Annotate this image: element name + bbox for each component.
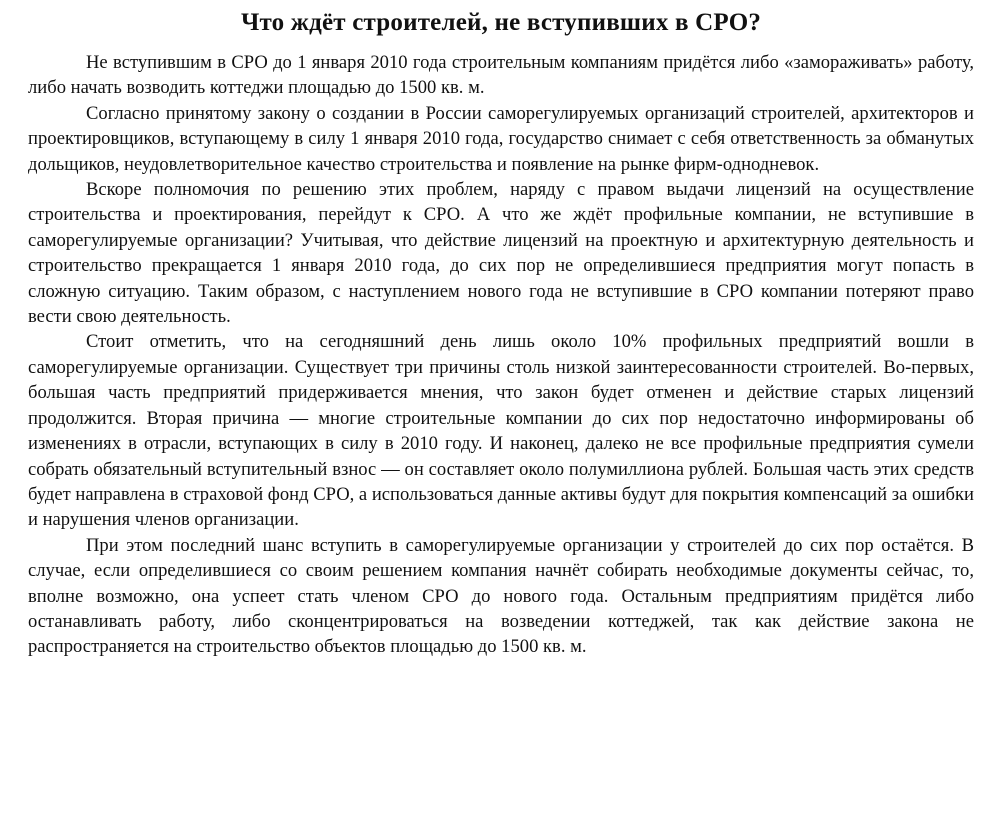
paragraph-5: При этом последний шанс вступить в саморегулируемые организации у строителей до сих пор остаётся. В случае, если определившиеся со своим решением компания начнёт собирать необходимые документы сейчас, то, вполне возможно, она успеет стать членом СРО до нового года. Остальным предприятиям придётся либо останавливать работу, либо сконцентрироваться на возведении коттеджей, так как действие закона не распространяется на строительство объектов площадью до 1500 кв. м.: [28, 534, 974, 658]
paragraph-2: Согласно принятому закону о создании в России саморегулируемых организаций строителей, архитекторов и проектировщиков, вступающему в силу 1 января 2010 года, государство снимает с себя ответственность за обманутых дольщиков, неудовлетворительное качество строительства и появление на рынке фирм-однодневок.: [28, 102, 974, 175]
paragraph-4: Стоит отметить, что на сегодняшний день лишь около 10% профильных предприятий вошли в саморегулируемые организации. Существует три причины столь низкой заинтересованности строителей. Во-первых, большая часть предприятий придерживается мнения, что закон будет отменен и действие старых лицензий продолжится. Вторая причина — многие строительные компании до сих пор недостаточно информированы об изменениях в отрасли, вступающих в силу в 2010 году. И наконец, далеко не все профильные предприятия сумели собрать обязательный вступительный взнос — он составляет около полумиллиона рублей. Большая часть этих средств будет направлена в страховой фонд СРО, а использоваться данные активы будут для покрытия компенсаций за ошибки и нарушения членов организации.: [28, 331, 974, 531]
paragraph-3: Вскоре полномочия по решению этих проблем, наряду с правом выдачи лицензий на осуществление строительства и проектирования, перейдут к СРО. А что же ждёт профильные компании, не вступившие в саморегулируемые организации? Учитывая, что действие лицензий на проектную и архитектурную деятельность и строительство прекращается 1 января 2010 года, до сих пор не определившиеся предприятия могут попасть в сложную ситуацию. Таким образом, с наступлением нового года не вступившие в СРО компании потеряют право вести свою деятельность.: [28, 179, 974, 328]
article: [28, 8, 974, 660]
paragraph-1: Не вступившим в СРО до 1 января 2010 года строительным компаниям придётся либо «замораживать» работу, либо начать возводить коттеджи площадью до 1500 кв. м.: [28, 52, 974, 99]
article-title: Что ждёт строителей, не вступивших в СРО?: [240, 9, 762, 36]
